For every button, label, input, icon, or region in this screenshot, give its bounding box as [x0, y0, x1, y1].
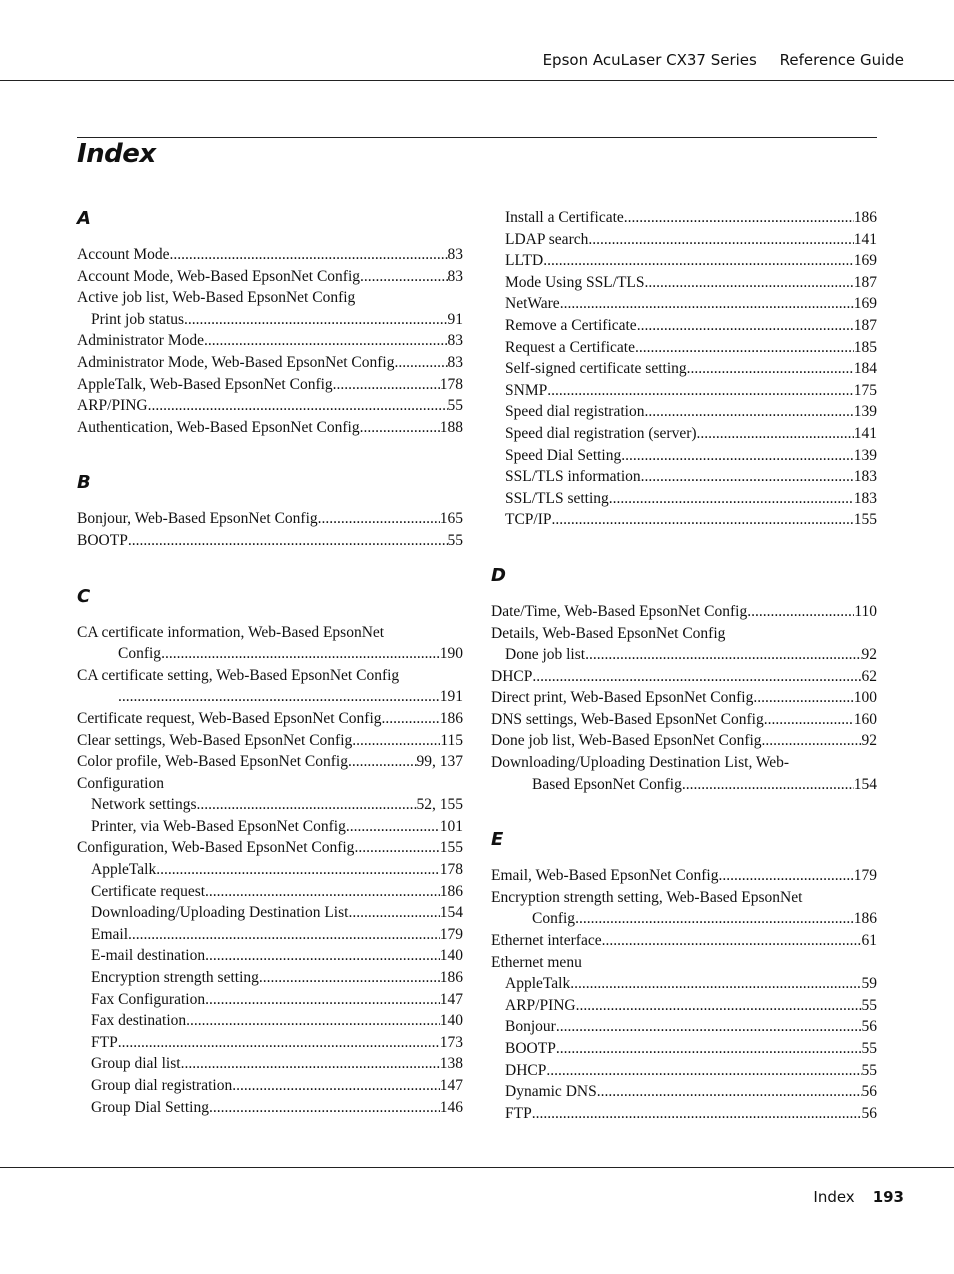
dot-leader [575, 908, 854, 930]
index-section [77, 208, 463, 438]
dot-leader [209, 1097, 440, 1119]
entry-pages: 186 [853, 910, 877, 928]
entry-pages: 138 [439, 1055, 463, 1073]
index-entry [491, 752, 877, 795]
entry-pages: 191 [439, 688, 463, 706]
index-section [491, 207, 877, 531]
index-entry [77, 395, 463, 417]
entry-pages: 155 [853, 511, 877, 529]
dot-leader [597, 1081, 862, 1103]
dot-leader [348, 902, 439, 924]
entry-term: Speed Dial Setting [505, 446, 622, 464]
dot-leader [346, 816, 440, 838]
entry-term: DHCP [491, 667, 533, 685]
entry-term: Bonjour [505, 1018, 556, 1036]
index-subentry [491, 272, 877, 294]
entry-term: Print job status [91, 310, 185, 328]
dot-leader [128, 530, 448, 552]
entry-term: Group dial registration [91, 1077, 233, 1094]
index-subentry [491, 358, 877, 380]
dot-leader [118, 686, 440, 708]
entry-term: BOOTP [77, 531, 128, 549]
entry-term: Mode Using SSL/TLS [505, 273, 645, 291]
entry-term: Group dial list [91, 1055, 181, 1073]
entry-pages: 187 [853, 316, 877, 334]
index-subentry [491, 1081, 877, 1103]
entry-pages: 55 [861, 1061, 877, 1079]
index-subentry [77, 1053, 463, 1075]
entry-pages: 100 [853, 689, 877, 707]
entry-pages: 139 [853, 446, 877, 464]
dot-leader [585, 644, 861, 666]
entry-term: AppleTalk [91, 861, 157, 879]
dot-leader [645, 272, 854, 294]
entry-term: SNMP [505, 381, 548, 399]
index-subentry [491, 1103, 877, 1125]
entry-term: Ethernet menu [491, 953, 582, 971]
index-entry [77, 352, 463, 374]
entry-term: BOOTP [505, 1040, 556, 1057]
entry-term: Done job list, Web-Based EpsonNet Config [491, 732, 762, 750]
index-column-right [491, 207, 877, 1158]
entry-pages: 101 [439, 817, 463, 835]
index-section [77, 586, 463, 1119]
dot-leader [543, 250, 854, 272]
index-entry [77, 730, 463, 752]
dot-leader [205, 989, 440, 1011]
index-entry [77, 330, 463, 352]
entry-pages: 115 [440, 731, 463, 749]
index-section [491, 565, 877, 795]
index-entry [77, 530, 463, 552]
index-subentry [491, 1016, 877, 1038]
entry-pages: 92 [861, 646, 877, 664]
index-subentry [77, 794, 463, 816]
entry-pages: 110 [854, 602, 877, 620]
entry-pages: 61 [861, 932, 877, 950]
title-rule [77, 137, 877, 138]
index-subentry [77, 816, 463, 838]
entry-pages: 91 [447, 310, 463, 328]
entry-term: ARP/PING [77, 397, 148, 415]
entry-pages: 175 [853, 381, 877, 399]
dot-leader [547, 380, 854, 402]
index-subentry [491, 250, 877, 272]
index-entry [77, 773, 463, 795]
index-entry [491, 709, 877, 731]
dot-leader [556, 1038, 862, 1060]
section-letter: A [77, 208, 91, 229]
entry-term: TCP/IP [505, 511, 552, 529]
entry-term: Clear settings, Web-Based EpsonNet Config [77, 731, 353, 749]
entry-pages: 83 [447, 332, 463, 350]
dot-leader [348, 751, 417, 773]
dot-leader [181, 1053, 440, 1075]
entry-term-line [491, 887, 877, 909]
index-section [77, 472, 463, 551]
entry-pages: 186 [853, 209, 877, 226]
index-entry [491, 666, 877, 688]
entry-term: DHCP [505, 1061, 547, 1079]
entry-term: Speed dial registration (server) [505, 424, 697, 442]
entry-pages: 139 [853, 403, 877, 421]
entry-pages: 186 [439, 969, 463, 987]
entry-pages: 99, 137 [416, 753, 463, 771]
index-subentry [77, 1010, 463, 1032]
index-subentry [77, 309, 463, 331]
dot-leader [602, 930, 862, 952]
index-entry [77, 374, 463, 396]
dot-leader [682, 774, 854, 796]
entry-pages: 160 [853, 710, 877, 728]
section-letter: B [77, 472, 91, 494]
dot-leader [532, 1103, 862, 1125]
dot-leader [360, 266, 447, 288]
entry-term: Active job list, Web-Based EpsonNet Config [77, 289, 356, 307]
dot-leader [588, 229, 853, 251]
entry-term: Details, Web-Based EpsonNet Config [491, 624, 726, 642]
entry-term: Bonjour, Web-Based EpsonNet Config [77, 510, 318, 528]
entry-term: Install a Certificate [505, 209, 624, 226]
index-subentry [491, 644, 877, 666]
page-footer [813, 1188, 904, 1206]
entry-term: ARP/PING [505, 996, 576, 1014]
index-subentry [491, 315, 877, 337]
entry-pages: 179 [853, 867, 877, 885]
entry-term: Account Mode [77, 246, 170, 263]
dot-leader [360, 417, 440, 439]
index-subentry [491, 466, 877, 488]
entry-pages: 186 [439, 709, 463, 727]
footer-section: Index [813, 1188, 855, 1206]
index-entry [77, 508, 463, 530]
dot-leader [747, 601, 854, 623]
index-entry [77, 837, 463, 859]
dot-leader [352, 730, 440, 752]
footer-rule [0, 1167, 954, 1168]
index-subentry [77, 989, 463, 1011]
index-entry [491, 865, 877, 887]
entry-term: Dynamic DNS [505, 1083, 597, 1101]
entry-term: FTP [91, 1033, 118, 1051]
entry-term: E-mail destination [91, 947, 206, 965]
index-subentry [77, 924, 463, 946]
dot-leader [170, 244, 448, 266]
entry-term: Administrator Mode, Web-Based EpsonNet Config [77, 353, 395, 371]
dot-leader [532, 666, 861, 688]
dot-leader [753, 687, 853, 709]
entry-pages: 179 [439, 925, 463, 943]
section-letter: C [77, 585, 91, 607]
dot-leader [354, 837, 439, 859]
index-section [491, 829, 877, 1124]
entry-term: SSL/TLS setting [505, 489, 609, 507]
entry-term: CA certificate information, Web-Based EpsonNet [77, 623, 385, 641]
entry-term: Email, Web-Based EpsonNet Config [491, 867, 719, 885]
dot-leader [764, 709, 854, 731]
dot-leader [232, 1075, 440, 1097]
entry-term: Encryption strength setting, Web-Based EpsonNet [491, 888, 803, 906]
entry-pages: 59 [861, 975, 877, 993]
entry-term: Direct print, Web-Based EpsonNet Config [491, 689, 754, 707]
section-letter: D [491, 564, 506, 586]
index-subentry [491, 973, 877, 995]
index-entry [77, 665, 463, 708]
entry-pages: 140 [439, 947, 463, 965]
index-subentry [77, 902, 463, 924]
dot-leader [624, 207, 854, 229]
entry-pages: 147 [439, 1077, 463, 1094]
index-subentry [491, 509, 877, 531]
entry-pages: 187 [853, 273, 877, 291]
entry-term: Remove a Certificate [505, 316, 637, 334]
index-entry [491, 687, 877, 709]
index-subentry [491, 423, 877, 445]
entry-pages: 92 [861, 732, 877, 750]
index-subentry [491, 401, 877, 423]
entry-pages: 190 [439, 645, 463, 663]
index-subentry [77, 1075, 463, 1097]
entry-pages: 165 [439, 510, 463, 528]
entry-term: Configuration [77, 774, 164, 792]
index-entry [77, 244, 463, 266]
index-subentry [491, 445, 877, 467]
entry-term: Administrator Mode [77, 332, 204, 350]
dot-leader [204, 330, 448, 352]
dot-leader [697, 423, 854, 445]
entry-pages: 169 [853, 252, 877, 270]
dot-leader [156, 859, 440, 881]
entry-pages: 55 [447, 397, 463, 415]
product-name: Epson AcuLaser CX37 Series [542, 51, 757, 69]
index-subentry [491, 1038, 877, 1060]
entry-term: Encryption strength setting [91, 969, 259, 987]
entry-term: Group Dial Setting [91, 1098, 209, 1116]
entry-pages: 186 [439, 882, 463, 900]
entry-continuation [491, 774, 877, 796]
page-number: 193 [872, 1188, 904, 1206]
entry-pages: 173 [439, 1033, 463, 1051]
section-letter: E [491, 829, 504, 851]
index-entry [491, 952, 877, 974]
entry-pages: 55 [861, 996, 877, 1014]
entry-term: LDAP search [505, 230, 589, 248]
entry-term: Certificate request [91, 882, 206, 900]
entry-term: Fax Configuration [91, 990, 206, 1008]
dot-leader [546, 1060, 861, 1082]
index-entry [491, 623, 877, 645]
entry-pages: 155 [439, 839, 463, 857]
dot-leader [644, 401, 853, 423]
index-entry [491, 930, 877, 952]
entry-term: Fax destination [91, 1012, 187, 1030]
entry-pages: 56 [861, 1018, 877, 1036]
index-subentry [77, 967, 463, 989]
dot-leader [560, 293, 854, 315]
index-subentry [491, 380, 877, 402]
entry-pages: 146 [439, 1098, 463, 1116]
entry-pages: 55 [861, 1040, 877, 1057]
dot-leader [552, 509, 854, 531]
entry-term: LLTD [505, 252, 544, 270]
entry-pages: 185 [853, 338, 877, 356]
entry-term: Downloading/Uploading Destination List, Web- [491, 754, 790, 772]
dot-leader [641, 466, 854, 488]
entry-pages: 140 [439, 1012, 463, 1030]
dot-leader [318, 508, 440, 530]
entry-continuation [491, 908, 877, 930]
index-entry [77, 287, 463, 309]
entry-pages: 83 [447, 267, 463, 285]
entry-pages: 141 [853, 424, 877, 442]
index-subentry [77, 1097, 463, 1119]
entry-term: CA certificate setting, Web-Based EpsonNet Config [77, 666, 400, 684]
entry-continuation [77, 643, 463, 665]
entry-term-line [77, 622, 463, 644]
dot-leader [621, 445, 854, 467]
index-subentry [77, 945, 463, 967]
dot-leader [333, 374, 440, 396]
entry-pages: 62 [861, 667, 877, 685]
entry-term-cont: Config [118, 645, 162, 663]
entry-term: NetWare [505, 295, 560, 313]
entry-term-cont: Based EpsonNet Config [532, 775, 682, 793]
dot-leader [205, 881, 440, 903]
entry-term: Ethernet interface [491, 932, 602, 950]
entry-pages: 178 [439, 375, 463, 393]
entry-continuation [77, 686, 463, 708]
entry-term-line [77, 665, 463, 687]
dot-leader [635, 337, 854, 359]
entry-term: Done job list [505, 646, 586, 664]
index-subentry [77, 881, 463, 903]
entry-pages: 178 [439, 861, 463, 879]
index-subentry [491, 293, 877, 315]
index-entry [491, 730, 877, 752]
dot-leader [556, 1016, 862, 1038]
entry-term: SSL/TLS information [505, 468, 641, 486]
entry-term: Speed dial registration [505, 403, 645, 421]
dot-leader [259, 967, 440, 989]
entry-term: Date/Time, Web-Based EpsonNet Config [491, 602, 748, 620]
dot-leader [186, 1010, 440, 1032]
entry-term-line [491, 752, 877, 774]
entry-term: Certificate request, Web-Based EpsonNet Config [77, 709, 382, 727]
dot-leader [184, 309, 447, 331]
entry-pages: 169 [853, 295, 877, 313]
index-subentry [491, 1060, 877, 1082]
index-subentry [491, 488, 877, 510]
entry-pages: 141 [853, 230, 877, 248]
dot-leader [609, 488, 854, 510]
entry-pages: 154 [853, 775, 877, 793]
dot-leader [382, 708, 440, 730]
index-subentry [491, 207, 877, 229]
entry-term: Email [91, 925, 129, 943]
page-header [0, 0, 954, 81]
entry-term: Configuration, Web-Based EpsonNet Config [77, 839, 355, 857]
index-entry [77, 708, 463, 730]
entry-pages: 83 [447, 353, 463, 371]
dot-leader [161, 643, 440, 665]
entry-pages: 154 [439, 904, 463, 922]
dot-leader [118, 1032, 440, 1054]
index-entry [491, 887, 877, 930]
entry-pages: 188 [439, 418, 463, 436]
dot-leader [718, 865, 853, 887]
entry-term-cont: Config [532, 910, 576, 928]
dot-leader [576, 995, 862, 1017]
entry-term: FTP [505, 1104, 532, 1122]
dot-leader [762, 730, 862, 752]
index-subentry [77, 859, 463, 881]
dot-leader [196, 794, 416, 816]
entry-pages: 56 [861, 1083, 877, 1101]
entry-pages: 183 [853, 489, 877, 507]
index-subentry [491, 995, 877, 1017]
index-subentry [491, 229, 877, 251]
index-entry [77, 417, 463, 439]
entry-term: Downloading/Uploading Destination List [91, 904, 349, 922]
entry-term: AppleTalk [505, 975, 571, 993]
entry-pages: 52, 155 [416, 796, 463, 814]
dot-leader [687, 358, 854, 380]
entry-pages: 56 [861, 1104, 877, 1122]
entry-term: Network settings [91, 796, 197, 814]
index-entry [491, 601, 877, 623]
dot-leader [148, 395, 448, 417]
entry-term: Account Mode, Web-Based EpsonNet Config [77, 267, 361, 285]
entry-term: Printer, via Web-Based EpsonNet Config [91, 817, 346, 835]
index-entry [77, 266, 463, 288]
index-column-left [77, 208, 463, 1152]
entry-term: DNS settings, Web-Based EpsonNet Config [491, 710, 764, 728]
dot-leader [128, 924, 440, 946]
dot-leader [570, 973, 861, 995]
page-title: Index [77, 139, 156, 169]
index-subentry [491, 337, 877, 359]
header-text [543, 51, 904, 69]
entry-pages: 83 [447, 246, 463, 263]
dot-leader [637, 315, 854, 337]
entry-term: Request a Certificate [505, 338, 635, 356]
index-entry [77, 622, 463, 665]
entry-pages: 184 [853, 360, 877, 378]
index-entry [77, 751, 463, 773]
entry-pages: 183 [853, 468, 877, 486]
entry-pages: 147 [439, 990, 463, 1008]
guide-name: Reference Guide [779, 51, 904, 69]
entry-pages: 55 [447, 531, 463, 549]
dot-leader [394, 352, 447, 374]
index-subentry [77, 1032, 463, 1054]
entry-term: AppleTalk, Web-Based EpsonNet Config [77, 375, 333, 393]
entry-term: Authentication, Web-Based EpsonNet Config [77, 418, 360, 436]
entry-term: Color profile, Web-Based EpsonNet Config [77, 753, 348, 771]
entry-term: Self-signed certificate setting [505, 360, 687, 378]
dot-leader [205, 945, 440, 967]
